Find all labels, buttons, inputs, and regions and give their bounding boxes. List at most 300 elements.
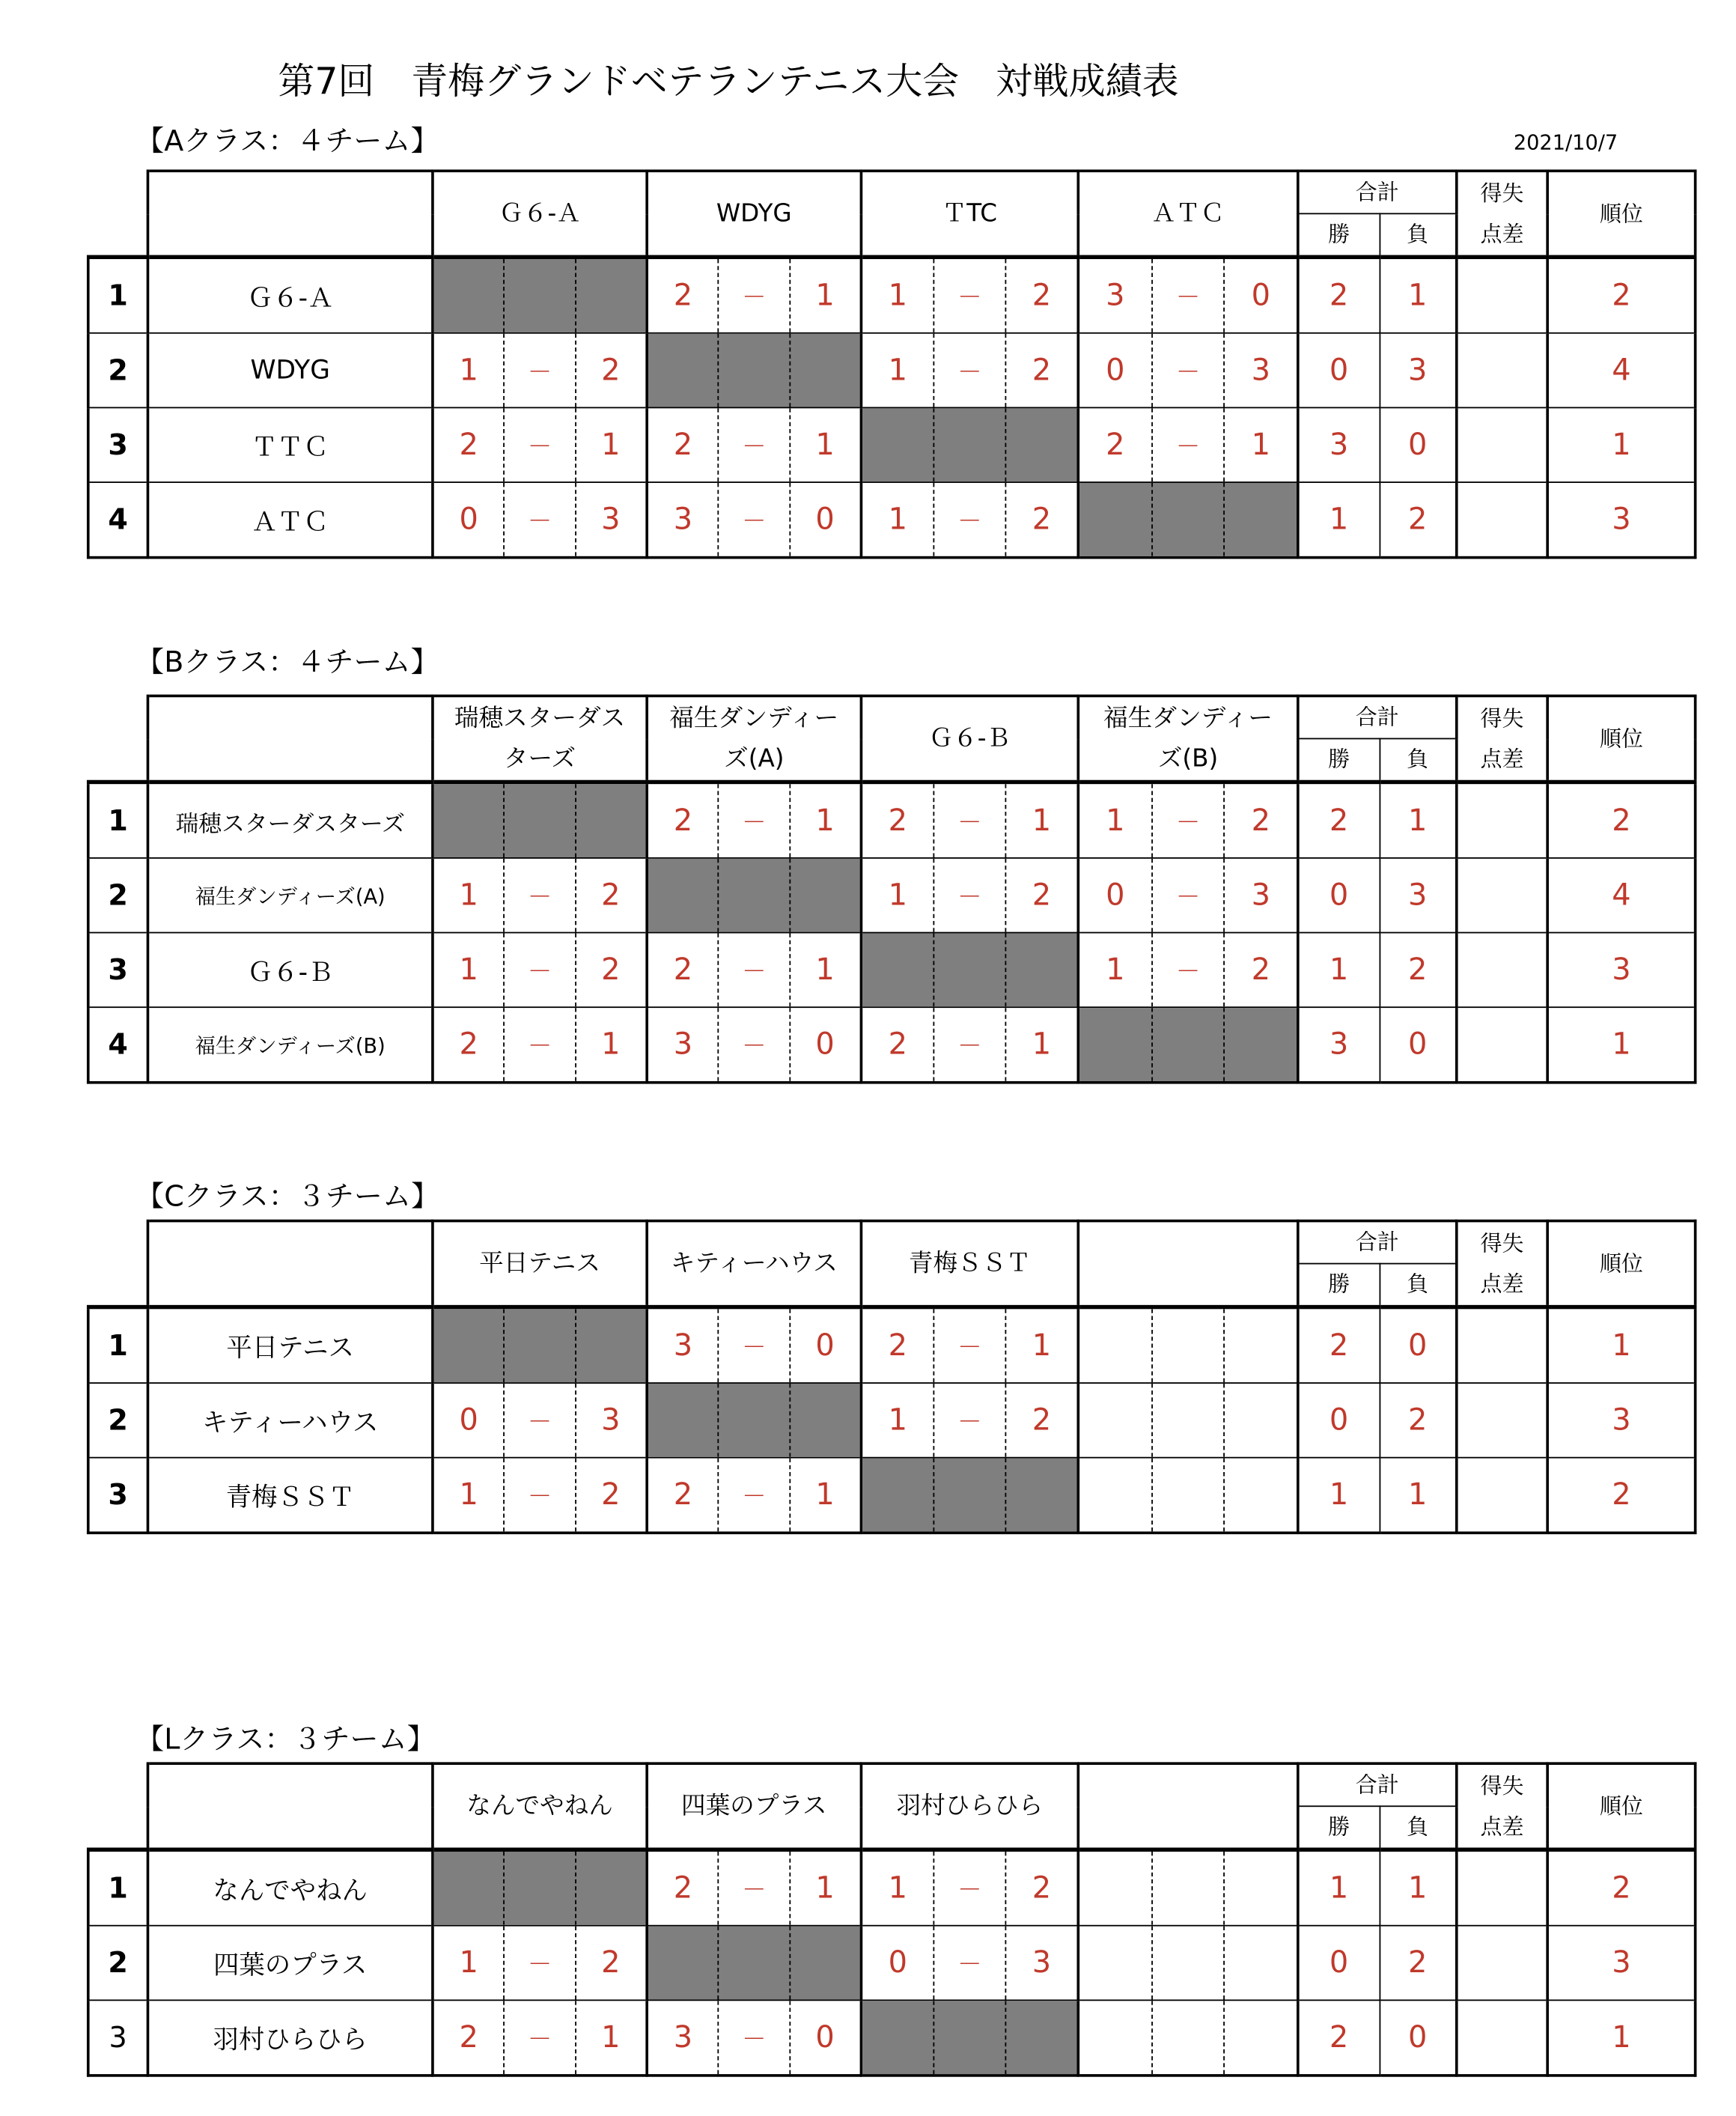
score-against: 1 <box>1251 428 1270 462</box>
opponent-name: ＴTC <box>942 198 998 228</box>
class-title: 【Bクラス：４チーム】 <box>135 645 439 678</box>
class-title: 【Cクラス：３チーム】 <box>135 1180 440 1213</box>
team-row <box>88 1458 1696 1533</box>
point-diff-line1: 得失 <box>1480 1772 1524 1799</box>
loss-header: 負 <box>1379 1264 1456 1307</box>
rank-value: 4 <box>1547 858 1695 933</box>
score-separator: － <box>933 1309 1006 1382</box>
rank-header: 順位 <box>1547 696 1695 782</box>
loss-header: 負 <box>1379 1806 1456 1849</box>
class-title: 【Aクラス：４チーム】 <box>135 124 439 158</box>
match-score-cell <box>1078 257 1297 332</box>
score-for: 0 <box>1106 353 1125 388</box>
opponent-header <box>1078 1221 1297 1307</box>
row-number: 3 <box>88 933 148 1008</box>
point-diff-cell <box>1457 1307 1547 1383</box>
score-against <box>1225 1309 1297 1382</box>
total-wins: 3 <box>1298 1007 1380 1083</box>
match-score-cell <box>861 257 1078 332</box>
score-for: 3 <box>673 1027 693 1062</box>
match-score-cell <box>1078 1458 1297 1533</box>
rank-value: 3 <box>1547 1383 1695 1458</box>
match-score-cell <box>647 257 861 332</box>
score-separator <box>1151 1309 1225 1382</box>
team-header-blank <box>147 1221 432 1307</box>
match-score-cell <box>647 1849 861 1925</box>
self-match-cell <box>433 782 647 857</box>
row-number: 2 <box>88 333 148 408</box>
opponent-name: Ｇ６-Ｂ <box>928 723 1011 753</box>
score-for: 1 <box>888 1871 908 1906</box>
rank-value: 2 <box>1547 1458 1695 1533</box>
team-name: ＡＴＣ <box>147 482 432 558</box>
score-separator: － <box>1151 259 1225 332</box>
score-against: 2 <box>1032 279 1052 313</box>
score-for: 1 <box>888 279 908 313</box>
opponent-header <box>647 1221 861 1307</box>
score-for: 2 <box>459 1027 478 1062</box>
score-separator: － <box>504 1927 576 2000</box>
opponent-name: Ｇ６-Ａ <box>499 198 581 228</box>
total-losses: 2 <box>1379 482 1456 558</box>
score-for: 2 <box>888 803 908 838</box>
loss-header: 負 <box>1379 738 1456 782</box>
rank-value: 3 <box>1547 933 1695 1008</box>
score-separator: － <box>933 1927 1006 2000</box>
point-diff-cell <box>1457 858 1547 933</box>
point-diff-line2: 点差 <box>1480 745 1524 771</box>
score-separator: － <box>718 784 791 857</box>
rank-value: 3 <box>1547 482 1695 558</box>
rank-value: 4 <box>1547 333 1695 408</box>
team-name: 四葉のプラス <box>147 1926 432 2001</box>
score-against: 0 <box>1251 279 1270 313</box>
match-score-cell <box>433 482 647 558</box>
match-score-cell <box>1078 1383 1297 1458</box>
match-score-cell <box>647 933 861 1008</box>
self-match-cell <box>433 1849 647 1925</box>
score-for <box>1079 1459 1151 1532</box>
score-against: 2 <box>1032 353 1052 388</box>
row-number: 1 <box>88 1849 148 1925</box>
score-against: 2 <box>1032 1871 1052 1906</box>
score-separator: － <box>504 1384 576 1457</box>
score-separator: － <box>504 1459 576 1532</box>
total-losses: 3 <box>1379 858 1456 933</box>
team-row <box>88 1007 1696 1083</box>
score-separator: － <box>718 408 791 481</box>
rank-value: 2 <box>1547 1849 1695 1925</box>
opponent-header <box>433 171 647 257</box>
score-separator <box>1151 1927 1225 2000</box>
self-match-cell <box>647 1383 861 1458</box>
score-for: 1 <box>888 353 908 388</box>
score-against: 1 <box>1032 803 1052 838</box>
standings-table <box>87 695 1697 1084</box>
score-for: 2 <box>673 1871 693 1906</box>
team-row <box>88 933 1696 1008</box>
score-for: 0 <box>888 1945 908 1980</box>
score-against: 2 <box>601 952 621 988</box>
point-diff-line2: 点差 <box>1480 1813 1524 1839</box>
team-name: 瑞穂スターダスターズ <box>147 782 432 857</box>
match-score-cell <box>433 1007 647 1083</box>
match-score-cell <box>647 782 861 857</box>
total-losses: 1 <box>1379 1849 1456 1925</box>
match-score-cell <box>861 333 1078 408</box>
score-against: 1 <box>601 2020 621 2055</box>
self-match-cell <box>861 407 1078 482</box>
score-against: 3 <box>1251 353 1270 388</box>
self-match-cell <box>647 858 861 933</box>
self-match-cell <box>647 1926 861 2001</box>
total-wins: 2 <box>1298 257 1380 332</box>
row-number: 4 <box>88 1007 148 1083</box>
point-diff-header <box>1457 1763 1547 1849</box>
rank-value: 1 <box>1547 2000 1695 2076</box>
report-date: 2021/10/7 <box>1513 130 1618 155</box>
score-separator <box>1151 2001 1225 2074</box>
point-diff-cell <box>1457 407 1547 482</box>
score-against <box>1225 1459 1297 1532</box>
score-for: 2 <box>1106 428 1125 462</box>
score-for <box>1079 1309 1151 1382</box>
opponent-name: 羽村ひらひら <box>896 1791 1044 1820</box>
score-for: 1 <box>459 878 478 913</box>
team-header-blank <box>147 1763 432 1849</box>
opponent-name: キティーハウス <box>670 1248 838 1277</box>
rank-value: 1 <box>1547 1007 1695 1083</box>
total-wins: 2 <box>1298 782 1380 857</box>
score-separator: － <box>933 859 1006 932</box>
total-losses: 0 <box>1379 1007 1456 1083</box>
score-separator <box>1151 1384 1225 1457</box>
point-diff-line1: 得失 <box>1480 705 1524 731</box>
standings-table <box>87 1762 1697 2076</box>
match-score-cell <box>433 1458 647 1533</box>
self-match-cell <box>433 257 647 332</box>
opponent-name: 四葉のプラス <box>680 1791 827 1820</box>
score-separator: － <box>504 1008 576 1081</box>
score-for: 2 <box>673 428 693 462</box>
team-name: Ｇ６-Ａ <box>147 257 432 332</box>
score-separator: － <box>504 483 576 556</box>
win-header: 勝 <box>1298 1806 1380 1849</box>
total-losses: 1 <box>1379 1458 1456 1533</box>
score-against <box>1225 1852 1297 1925</box>
score-separator: － <box>718 1459 791 1532</box>
team-header-blank <box>147 171 432 257</box>
opponent-name: 瑞穂スターダス <box>454 703 626 732</box>
self-match-cell <box>861 1458 1078 1533</box>
match-score-cell <box>861 1383 1078 1458</box>
match-score-cell <box>861 782 1078 857</box>
match-score-cell <box>647 482 861 558</box>
score-separator: － <box>718 1008 791 1081</box>
team-name: 羽村ひらひら <box>147 2000 432 2076</box>
total-wins: 2 <box>1298 1307 1380 1383</box>
opponent-name: ズ(A) <box>724 744 785 773</box>
score-for <box>1079 1852 1151 1925</box>
score-for: 0 <box>459 502 478 537</box>
score-for: 1 <box>1106 803 1125 838</box>
total-wins: 2 <box>1298 2000 1380 2076</box>
row-number: 3 <box>88 407 148 482</box>
match-score-cell <box>861 1926 1078 2001</box>
score-against: 3 <box>1032 1945 1052 1980</box>
score-against <box>1225 1927 1297 2000</box>
match-score-cell <box>861 858 1078 933</box>
total-wins: 1 <box>1298 1849 1380 1925</box>
total-header: 合計 <box>1298 696 1457 738</box>
score-for: 2 <box>888 1027 908 1062</box>
team-row <box>88 1383 1696 1458</box>
total-header: 合計 <box>1298 1763 1457 1806</box>
opponent-name: ターズ <box>503 744 576 773</box>
match-score-cell <box>433 858 647 933</box>
score-for: 3 <box>673 2020 693 2055</box>
match-score-cell <box>861 1849 1078 1925</box>
match-score-cell <box>1078 1926 1297 2001</box>
opponent-name: なんでやねん <box>466 1791 613 1820</box>
opponent-header <box>433 696 647 782</box>
score-separator: － <box>933 483 1006 556</box>
match-score-cell <box>647 1007 861 1083</box>
point-diff-cell <box>1457 933 1547 1008</box>
score-for <box>1079 1384 1151 1457</box>
class-title: 【Lクラス：３チーム】 <box>135 1722 436 1756</box>
rank-value: 2 <box>1547 257 1695 332</box>
team-name: 福生ダンディーズ(A) <box>147 858 432 933</box>
score-for: 0 <box>1106 878 1125 913</box>
standings-table <box>87 1220 1697 1534</box>
opponent-header <box>861 171 1078 257</box>
score-separator: － <box>718 933 791 1006</box>
match-score-cell <box>1078 2000 1297 2076</box>
match-score-cell <box>1078 782 1297 857</box>
team-name: ＴＴＣ <box>147 407 432 482</box>
score-against: 1 <box>815 279 835 313</box>
match-score-cell <box>861 1007 1078 1083</box>
team-name: Ｇ６-Ｂ <box>147 933 432 1008</box>
team-name: キティーハウス <box>147 1383 432 1458</box>
point-diff-cell <box>1457 1926 1547 2001</box>
point-diff-line1: 得失 <box>1480 180 1524 206</box>
score-against: 2 <box>1032 502 1052 537</box>
score-against: 3 <box>1251 878 1270 913</box>
opponent-header <box>647 696 861 782</box>
score-against: 1 <box>1032 1328 1052 1363</box>
row-number: 3 <box>88 2000 148 2076</box>
total-losses: 0 <box>1379 407 1456 482</box>
score-separator: － <box>933 1852 1006 1925</box>
match-score-cell <box>433 1926 647 2001</box>
score-for: 1 <box>459 952 478 988</box>
score-separator: － <box>504 933 576 1006</box>
point-diff-header <box>1457 1221 1547 1307</box>
opponent-name: ＡＴＣ <box>1151 198 1225 228</box>
opponent-header <box>647 1763 861 1849</box>
score-separator: － <box>1151 933 1225 1006</box>
team-row <box>88 407 1696 482</box>
opponent-name: ズ(B) <box>1157 744 1219 773</box>
loss-header: 負 <box>1379 213 1456 257</box>
team-row <box>88 257 1696 332</box>
score-against: 2 <box>601 878 621 913</box>
opponent-name: 福生ダンディー <box>1103 703 1273 732</box>
total-wins: 0 <box>1298 1383 1380 1458</box>
rank-value: 3 <box>1547 1926 1695 2001</box>
team-row <box>88 2000 1696 2076</box>
team-header-blank <box>147 696 432 782</box>
total-wins: 3 <box>1298 407 1380 482</box>
team-name: なんでやねん <box>147 1849 432 1925</box>
score-separator: － <box>1151 408 1225 481</box>
point-diff-cell <box>1457 1458 1547 1533</box>
point-diff-header <box>1457 696 1547 782</box>
corner-empty <box>88 1763 148 1849</box>
point-diff-line1: 得失 <box>1480 1229 1524 1256</box>
match-score-cell <box>433 407 647 482</box>
opponent-header <box>647 171 861 257</box>
score-for: 3 <box>673 502 693 537</box>
point-diff-cell <box>1457 1383 1547 1458</box>
score-for: 1 <box>888 502 908 537</box>
match-score-cell <box>861 482 1078 558</box>
score-against: 2 <box>601 353 621 388</box>
score-for: 1 <box>888 1403 908 1438</box>
match-score-cell <box>1078 933 1297 1008</box>
score-separator: － <box>718 483 791 556</box>
total-losses: 1 <box>1379 257 1456 332</box>
rank-header: 順位 <box>1547 171 1695 257</box>
team-name: 平日テニス <box>147 1307 432 1383</box>
opponent-name: 福生ダンディー <box>669 703 839 732</box>
score-for: 3 <box>1106 279 1125 313</box>
opponent-header <box>861 696 1078 782</box>
team-row <box>88 1926 1696 2001</box>
score-for: 1 <box>459 1477 478 1512</box>
rank-value: 2 <box>1547 782 1695 857</box>
point-diff-cell <box>1457 257 1547 332</box>
score-against <box>1225 2001 1297 2074</box>
score-for <box>1079 2001 1151 2074</box>
score-separator: － <box>504 334 576 407</box>
score-for: 2 <box>459 428 478 462</box>
self-match-cell <box>861 2000 1078 2076</box>
match-score-cell <box>433 1383 647 1458</box>
opponent-header <box>1078 171 1297 257</box>
self-match-cell <box>647 333 861 408</box>
score-against: 1 <box>601 1027 621 1062</box>
self-match-cell <box>861 933 1078 1008</box>
score-for: 2 <box>888 1328 908 1363</box>
rank-value: 1 <box>1547 407 1695 482</box>
score-separator: － <box>718 2001 791 2074</box>
score-separator: － <box>718 259 791 332</box>
total-header: 合計 <box>1298 1221 1457 1264</box>
self-match-cell <box>433 1307 647 1383</box>
score-separator: － <box>933 1384 1006 1457</box>
score-against: 2 <box>1251 803 1270 838</box>
total-wins: 0 <box>1298 333 1380 408</box>
match-score-cell <box>433 333 647 408</box>
match-score-cell <box>433 933 647 1008</box>
match-score-cell <box>1078 1307 1297 1383</box>
score-against: 2 <box>601 1945 621 1980</box>
total-wins: 0 <box>1298 858 1380 933</box>
score-separator <box>1151 1852 1225 1925</box>
point-diff-cell <box>1457 333 1547 408</box>
score-separator: － <box>933 334 1006 407</box>
match-score-cell <box>647 1307 861 1383</box>
match-score-cell <box>433 2000 647 2076</box>
standings-table <box>87 169 1697 559</box>
score-for: 2 <box>673 952 693 988</box>
row-number: 1 <box>88 1307 148 1383</box>
row-number: 2 <box>88 1383 148 1458</box>
opponent-name: 青梅ＳＳＴ <box>908 1248 1031 1277</box>
total-losses: 2 <box>1379 1926 1456 2001</box>
score-against: 0 <box>815 1328 835 1363</box>
row-number: 2 <box>88 1926 148 2001</box>
score-for: 1 <box>459 1945 478 1980</box>
score-against: 3 <box>601 502 621 537</box>
row-number: 2 <box>88 858 148 933</box>
score-separator: － <box>718 1309 791 1382</box>
total-wins: 1 <box>1298 933 1380 1008</box>
corner-empty <box>88 696 148 782</box>
team-row <box>88 858 1696 933</box>
row-number: 4 <box>88 482 148 558</box>
score-against: 1 <box>815 428 835 462</box>
win-header: 勝 <box>1298 738 1380 782</box>
team-name: 福生ダンディーズ(B) <box>147 1007 432 1083</box>
team-row <box>88 1849 1696 1925</box>
row-number: 1 <box>88 782 148 857</box>
score-separator: － <box>933 1008 1006 1081</box>
point-diff-line2: 点差 <box>1480 1270 1524 1297</box>
score-for: 2 <box>673 279 693 313</box>
opponent-header <box>861 1763 1078 1849</box>
total-wins: 1 <box>1298 482 1380 558</box>
score-against: 2 <box>1032 1403 1052 1438</box>
score-against: 2 <box>1251 952 1270 988</box>
match-score-cell <box>647 407 861 482</box>
rank-header: 順位 <box>1547 1763 1695 1849</box>
opponent-header <box>433 1221 647 1307</box>
match-score-cell <box>1078 858 1297 933</box>
point-diff-cell <box>1457 482 1547 558</box>
score-for: 1 <box>459 353 478 388</box>
score-for: 2 <box>673 1477 693 1512</box>
score-for: 2 <box>673 803 693 838</box>
total-losses: 2 <box>1379 1383 1456 1458</box>
match-score-cell <box>1078 1849 1297 1925</box>
self-match-cell <box>1078 1007 1297 1083</box>
score-separator: － <box>1151 784 1225 857</box>
score-separator: － <box>504 408 576 481</box>
score-against: 1 <box>815 803 835 838</box>
opponent-header <box>861 1221 1078 1307</box>
total-losses: 3 <box>1379 333 1456 408</box>
score-against: 1 <box>601 428 621 462</box>
score-separator: － <box>1151 334 1225 407</box>
score-for <box>1079 1927 1151 2000</box>
score-for: 1 <box>1106 952 1125 988</box>
score-separator <box>1151 1459 1225 1532</box>
team-name: 青梅ＳＳＴ <box>147 1458 432 1533</box>
